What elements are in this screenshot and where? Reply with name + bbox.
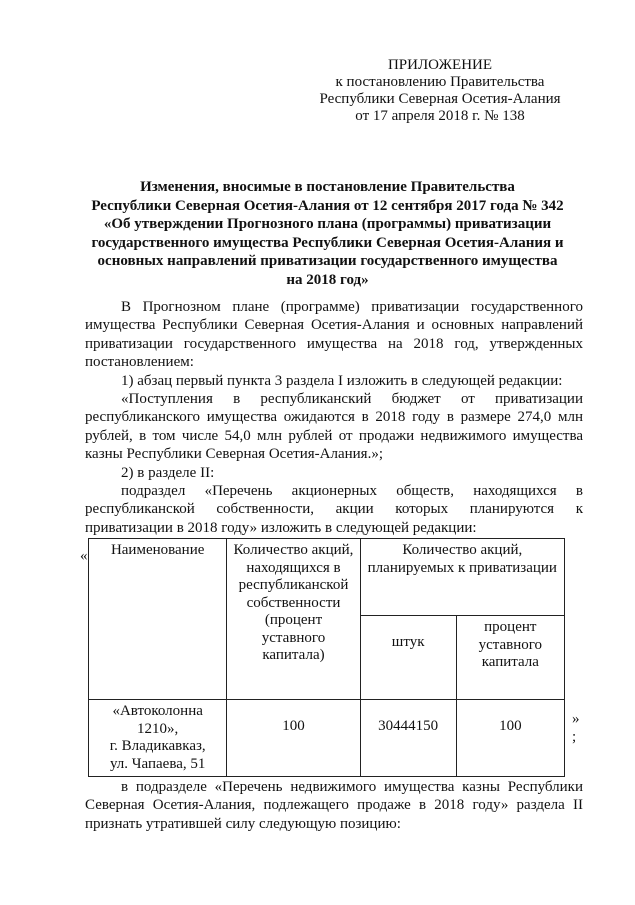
header-units: штук	[360, 616, 456, 700]
heading-line-1: Изменения, вносимые в постановление Правительства	[140, 179, 515, 195]
appendix-line-3: от 17 апреля 2018 г. № 138	[355, 108, 525, 124]
appendix-line-1: к постановлению Правительства	[335, 74, 545, 90]
heading-line-4: государственного имущества Республики Северная Осетия-Алания и	[91, 234, 564, 251]
cell-name: «Автоколонна 1210», г. Владикавказ, ул. Чапаева, 51	[89, 700, 227, 777]
quote-semicolon: ;	[572, 729, 577, 745]
heading-line-5: основных направлений приватизации государственного имущества	[97, 253, 558, 269]
heading-line-6: на 2018 год»	[286, 271, 369, 288]
table-row	[89, 700, 565, 777]
header-name: Наименование	[89, 539, 227, 700]
document-heading	[70, 178, 585, 289]
quote-close-mark: »	[572, 711, 580, 727]
paragraph-tail: в подразделе «Перечень недвижимого имущества казны Республики Северная Осетия-Алания, подлежащего продаже в 2018 году» раздела II признать утратившей силу следующую позицию:	[85, 779, 583, 832]
appendix-title: ПРИЛОЖЕНИЕ	[387, 57, 493, 73]
header-count: Количество акций, находящихся в республиканской собственности (процент уставного капитала)	[227, 539, 360, 700]
heading-line-2: Республики Северная Осетия-Алания от 12 сентября 2017 года № 342	[91, 197, 564, 214]
header-count-percent: (процент уставного капитала)	[261, 612, 326, 663]
header-percent: процент уставного капитала	[456, 616, 564, 700]
body-text	[85, 298, 583, 537]
privatization-table	[88, 538, 565, 777]
appendix-block	[300, 57, 580, 125]
paragraph-quote: «Поступления в республиканский бюджет от приватизации республиканского имущества ожидаются в 2018 году в размере 274,0 млн рублей, в том числе 54,0 млн рублей от продажи недвижимого имущества казны Республики Северная Осетия-Алания.»;	[85, 391, 583, 463]
paragraph-item-2: 2) в разделе II:	[121, 464, 215, 481]
header-planned: Количество акций, планируемых к приватизации	[360, 539, 564, 616]
paragraph-subsection: подраздел «Перечень акционерных обществ, находящихся в республиканской собственности, акции которых планируются к приватизации в 2018 году» изложить в следующей редакции:	[85, 483, 583, 536]
appendix-line-2: Республики Северная Осетия-Алания	[319, 91, 561, 107]
cell-percent: 100	[456, 700, 564, 777]
heading-line-3: «Об утверждении Прогнозного плана (программы) приватизации	[103, 216, 552, 232]
cell-count: 100	[227, 700, 360, 777]
paragraph-item-1: 1) абзац первый пункта 3 раздела I изложить в следующей редакции:	[121, 372, 563, 389]
paragraph-intro: В Прогнозном плане (программе) приватизации государственного имущества Республики Северная Осетия-Алания и основных направлений приватизации государственного имущества на 2018 год, утвержденных постановлением:	[85, 299, 583, 371]
cell-units: 30444150	[360, 700, 456, 777]
table-quote-close	[572, 710, 580, 746]
table-quote-open: «	[80, 548, 88, 564]
closing-text	[85, 778, 583, 833]
